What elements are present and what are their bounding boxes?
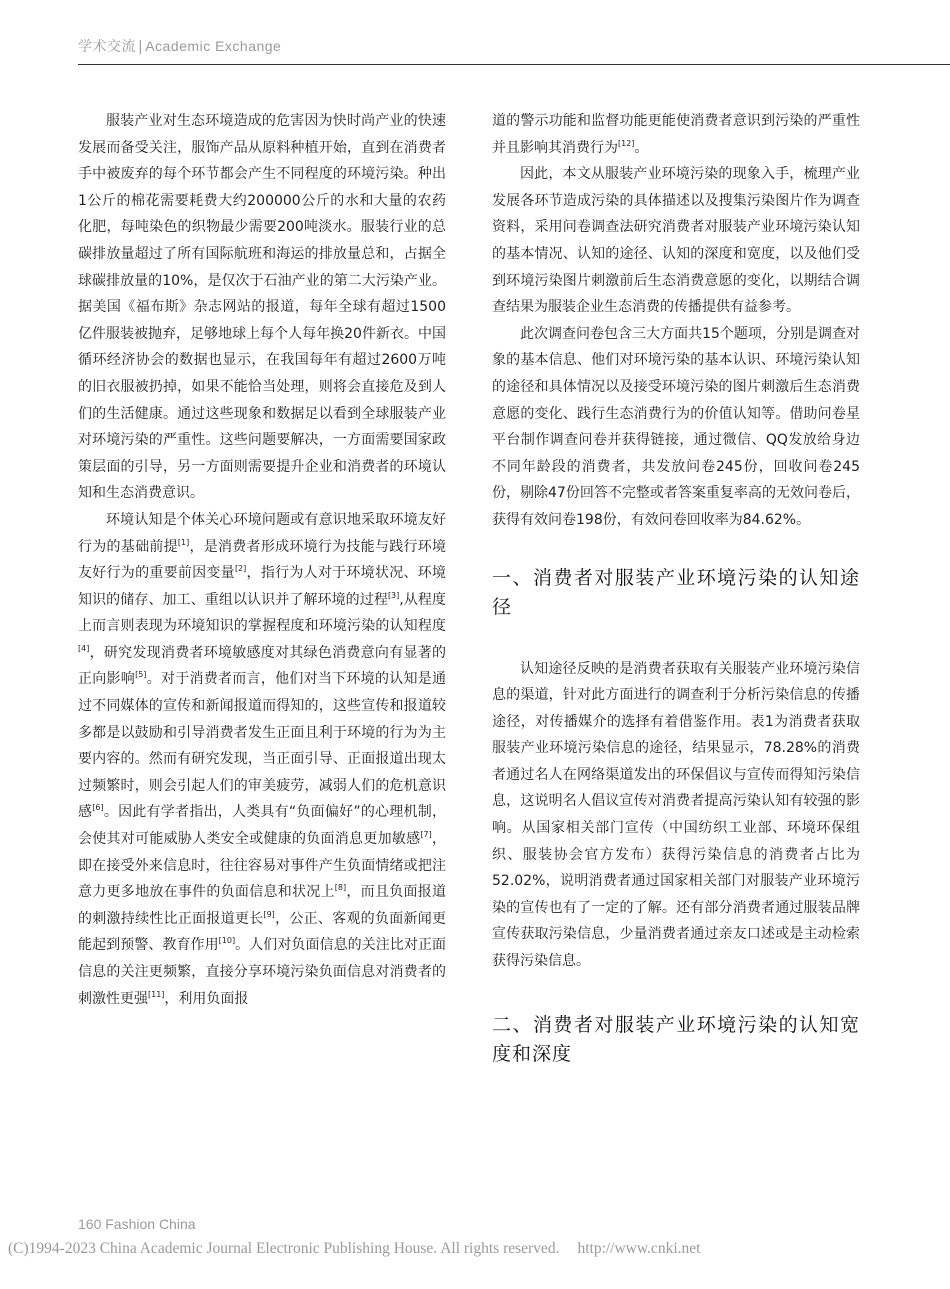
cnki-link[interactable]: http://www.cnki.net (577, 1240, 701, 1257)
header-rule (78, 64, 950, 65)
text-run: ,从程度上而言则表现为环境知识的掌握程度和环境污染的认知程度 (78, 591, 446, 635)
citation: [2] (234, 564, 247, 574)
text-run: 。 (634, 139, 649, 156)
header-section-en: Academic Exchange (145, 38, 282, 54)
paragraph-cognition (78, 507, 446, 1012)
left-column (78, 108, 446, 1012)
section-heading-1: 一、消费者对服装产业环境污染的认知途径 (492, 566, 860, 618)
citation: [9] (263, 909, 275, 919)
text-run: ，是消费者形成环境行为技能与践行环境友好行为的重要前因变量 (78, 538, 447, 582)
paragraph-continued (492, 108, 860, 161)
section-heading-2: 二、消费者对服装产业环境污染的认知宽度和深度 (492, 1013, 860, 1065)
citation: [5] (135, 670, 147, 680)
text-run: ，公正、客观的负面新闻更能起到预警、教育作用 (78, 910, 447, 954)
paragraph-purpose: 因此，本文从服装产业环境污染的现象入手，梳理产业发展各环节造成污染的具体描述以及搜集污染图片作为调查资料，采用问卷调查法研究消费者对服装产业环境污染认知的基本情况、认知的途径、认知的深度和宽度，以及他们受到环境污染图片刺激前后生态消费意愿的变化，以期结合调查结果为服装企业生态消费的传播提供有益参考。 (492, 166, 860, 316)
copyright-text: (C)1994-2023 China Academic Journal Electronic Publishing House. All rights reserved. (8, 1240, 560, 1257)
text-run: 道的警示功能和监督功能更能使消费者意识到污染的严重性并且影响其消费行为 (492, 113, 860, 156)
citation: [3] (387, 590, 400, 600)
citation: [6] (92, 803, 104, 813)
text-run: ，研究发现消费者环境敏感度对其绿色消费意向有显著的正向影响 (78, 644, 446, 688)
page-footer: 160 Fashion China (78, 1216, 196, 1232)
citation: [7] (420, 830, 432, 840)
citation: [11] (148, 989, 165, 999)
citation: [12] (618, 138, 635, 148)
text-run: 。对于消费者而言，他们对当下环境的认知是通过不同媒体的宣传和新闻报道而得知的，这些宣传和报道较多都是以鼓励和引导消费者发生正面且利于环境的行为为主要内容的。然而有研究发现，当正面引导、正面报道出现太过频繁时，则会引起人们的审美疲劳，减弱人们的危机意识感 (78, 671, 447, 821)
header-section-cn: 学术交流 (78, 39, 136, 55)
citation: [8] (334, 883, 347, 893)
paragraph-channels: 认知途径反映的是消费者获取有关服装产业环境污染信息的渠道，针对此方面进行的调查利于分析污染信息的传播途径，对传播媒介的选择有着借鉴作用。表1为消费者获取服装产业环境污染信息的途径，结果显示，78.28%的消费者通过名人在网络渠道发出的环保倡议与宣传而得知污染信息，这说明名人倡议宣传对消费者提高污染认知有较强的影响。从国家相关部门宣传（中国纺织工业部、环境环保组织、服装协会官方发布）获得污染信息的消费者占比为52.02%，说明消费者通过国家相关部门对服装产业环境污染的宣传也有了一定的了解。还有部分消费者通过服装品牌宣传获取污染信息，少量消费者通过亲友口述或是主动检索获得污染信息。 (492, 660, 860, 970)
text-run: 环境认知是个体关心环境问题或有意识地采取环境友好行为的基础前提 (78, 511, 446, 555)
header-separator: | (138, 39, 144, 55)
citation: [4] (78, 643, 90, 653)
text-run: ，利用负面报 (164, 990, 249, 1007)
text-run: ，指行为人对于环境状况、环境知识的储存、加工、重组以认识并了解环境的过程 (78, 565, 447, 608)
paragraph-survey: 此次调查问卷包含三大方面共15个题项，分别是调查对象的基本信息、他们对环境污染的基本认识、环境污染认知的途径和具体情况以及接受环境污染的图片刺激后生态消费意愿的变化、践行生态消费行为的价值认知等。借助问卷星平台制作调查问卷并获得链接，通过微信、QQ发放给身边不同年龄段的消费者，共发放问卷245份，回收问卷245份，剔除47份回答不完整或者答案重复率高的无效问卷后，获得有效问卷198份，有效问卷回收率为84.62%。 (492, 325, 860, 528)
right-column (492, 108, 860, 1103)
paragraph-intro: 服装产业对生态环境造成的危害因为快时尚产业的快速发展而备受关注，服饰产品从原料种植开始，直到在消费者手中被废弃的每个环节都会产生不同程度的环境污染。种出1公斤的棉花需要耗费大约200000公斤的水和大量的农药化肥，每吨染色的织物最少需要200吨淡水。服装行业的总碳排放量超过了所有国际航班和海运的排放量总和，占据全球碳排放量的10%，是仅次于石油产业的第二大污染产业。据美国《福布斯》杂志网站的报道，每年全球有超过1500亿件服装被抛弃，足够地球上每个人每年换20件新衣。中国循环经济协会的数据也显示，在我国每年有超过2600万吨的旧衣服被扔掉，如果不能恰当处理，则将会直接危及到人们的生活健康。通过这些现象和数据足以看到全球服装产业对环境污染的严重性。这些问题要解决，一方面需要国家政策层面的引导，另一方面则需要提升企业和消费者的环境认知和生态消费意识。 (78, 113, 446, 502)
copyright-line (8, 1240, 700, 1258)
citation: [1] (177, 537, 190, 547)
citation: [10] (218, 936, 236, 946)
running-header (78, 36, 281, 56)
text-run: 。因此有学者指出，人类具有“负面偏好”的心理机制，会使其对可能威胁人类安全或健康的负面消息更加敏感 (78, 804, 447, 848)
text-run: 。人们对负面信息的关注比对正面信息的关注更频繁，直接分享环境污染负面信息对消费者的刺激性更强 (78, 937, 447, 1007)
text-run: ，即在接受外来信息时，往往容易对事件产生负面情绪或把注意力更多地放在事件的负面信息和状况上 (78, 831, 447, 901)
text-run: ，而且负面报道的刺激持续性比正面报道更长 (78, 884, 447, 927)
